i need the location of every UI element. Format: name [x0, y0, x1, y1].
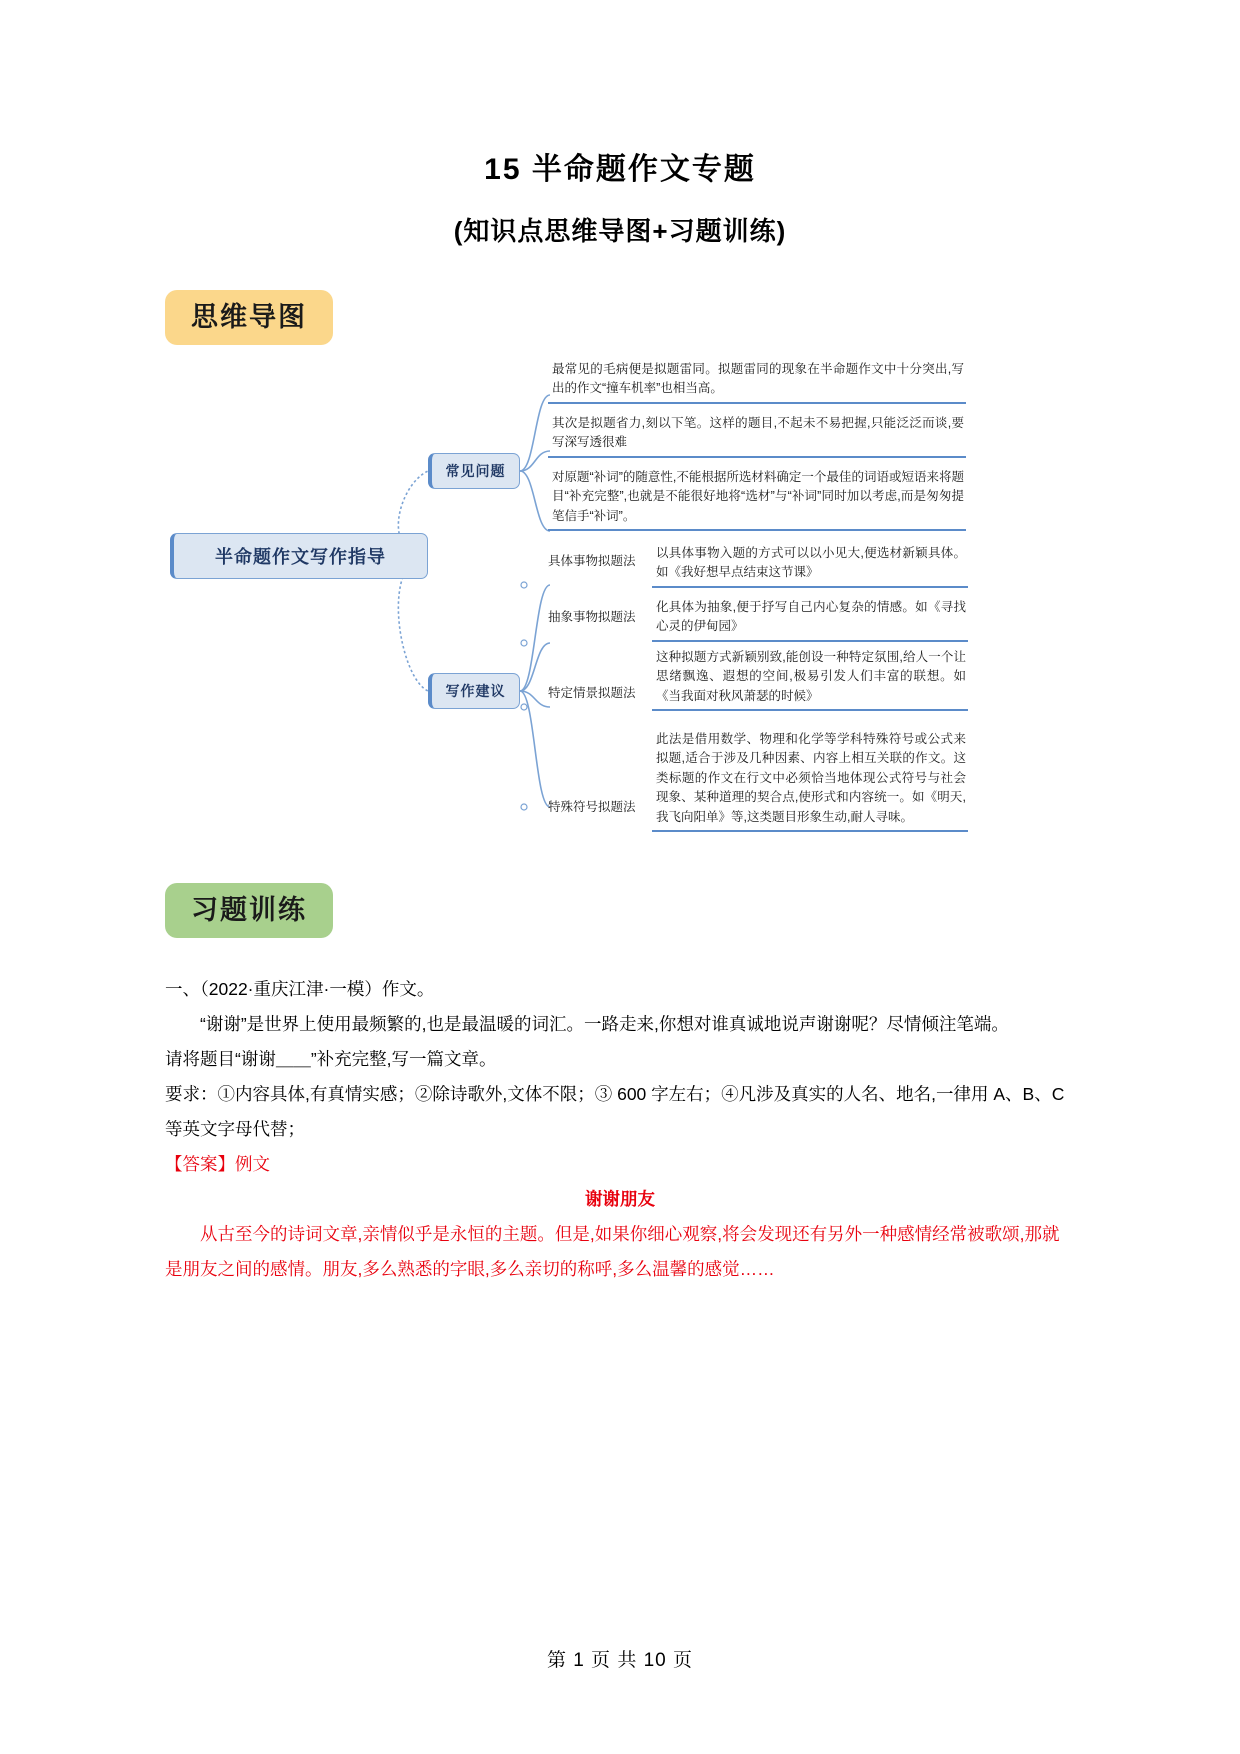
mindmap-branch-problems: 常见问题	[428, 453, 520, 489]
page-title: 15 半命题作文专题	[484, 153, 756, 186]
exercise-heading: 一、（2022·重庆江津·一模）作文。	[165, 979, 435, 999]
mindmap-diagram	[130, 355, 1130, 855]
exercise-paragraph-2: 请将题目“谢谢＿＿”补充完整,写一篇文章。	[165, 1049, 497, 1069]
mindmap-leaf-advice-2: 化具体为抽象,便于抒写自己内心复杂的情感。如《寻找心灵的伊甸园》	[652, 597, 968, 642]
mindmap-leaf-advice-3: 这种拟题方式新颖别致,能创设一种特定氛围,给人一个让思绪飘逸、遐想的空间,极易引发人们丰富的联想。如《当我面对秋风萧瑟的时候》	[652, 647, 968, 711]
mindmap-root-node: 半命题作文写作指导	[170, 533, 428, 579]
mindmap-leaf-problem-3: 对原题“补词”的随意性,不能根据所选材料确定一个最佳的词语或短语来将题目“补充完整”,也就是不能很好地将“选材”与“补词”同时加以考虑,而是匆匆提笔信手“补词”。	[548, 467, 966, 531]
mindmap-sublabel-concrete: 具体事物拟题法	[548, 554, 636, 568]
badge-exercise: 习题训练	[165, 883, 333, 938]
exercise-body	[165, 972, 1075, 1287]
answer-label: 【答案】例文	[165, 1154, 270, 1174]
exercise-paragraph-1: “谢谢”是世界上使用最频繁的,也是最温暖的词汇。一路走来,你想对谁真诚地说声谢谢呢？尽情倾注笔端。	[200, 1014, 1009, 1034]
mindmap-section-header	[0, 290, 1240, 345]
mindmap-sublabel-symbol: 特殊符号拟题法	[548, 800, 636, 814]
mindmap-leaf-advice-1: 以具体事物入题的方式可以以小见大,便选材新颖具体。如《我好想早点结束这节课》	[652, 543, 968, 588]
exercise-paragraph-3: 要求：①内容具体,有真情实感；②除诗歌外,文体不限；③ 600 字左右；④凡涉及真实的人名、地名,一律用 A、B、C 等英文字母代替；	[165, 1084, 1065, 1139]
mindmap-leaf-advice-4: 此法是借用数学、物理和化学等学科特殊符号或公式来拟题,适合于涉及几种因素、内容上相互关联的作文。这类标题的作文在行文中必须恰当地体现公式符号与社会现象、某种道理的契合点,使形式和内容统一。如《明天,我飞向阳单》等,这类题目形象生动,耐人寻味。	[652, 729, 968, 832]
mindmap-sublabel-scene: 特定情景拟题法	[548, 686, 636, 700]
exercise-section-header	[0, 883, 1240, 938]
mindmap-leaf-problem-2: 其次是拟题省力,刻以下笔。这样的题目,不起未不易把握,只能泛泛而谈,要写深写透很难	[548, 413, 966, 458]
mindmap-sublabel-abstract: 抽象事物拟题法	[548, 610, 636, 624]
mindmap-branch-advice: 写作建议	[428, 673, 520, 709]
answer-body: 从古至今的诗词文章,亲情似乎是永恒的主题。但是,如果你细心观察,将会发现还有另外一种感情经常被歌颂,那就是朋友之间的感情。朋友,多么熟悉的字眼,多么亲切的称呼,多么温馨的感觉……	[165, 1224, 1060, 1279]
mindmap-leaf-problem-1: 最常见的毛病便是拟题雷同。拟题雷同的现象在半命题作文中十分突出,写出的作文“撞车机率”也相当高。	[548, 359, 966, 404]
answer-title: 谢谢朋友	[585, 1189, 655, 1209]
badge-mindmap: 思维导图	[165, 290, 333, 345]
page-subtitle: (知识点思维导图+习题训练)	[453, 216, 787, 246]
page-footer: 第 1 页 共 10 页	[546, 1650, 694, 1671]
